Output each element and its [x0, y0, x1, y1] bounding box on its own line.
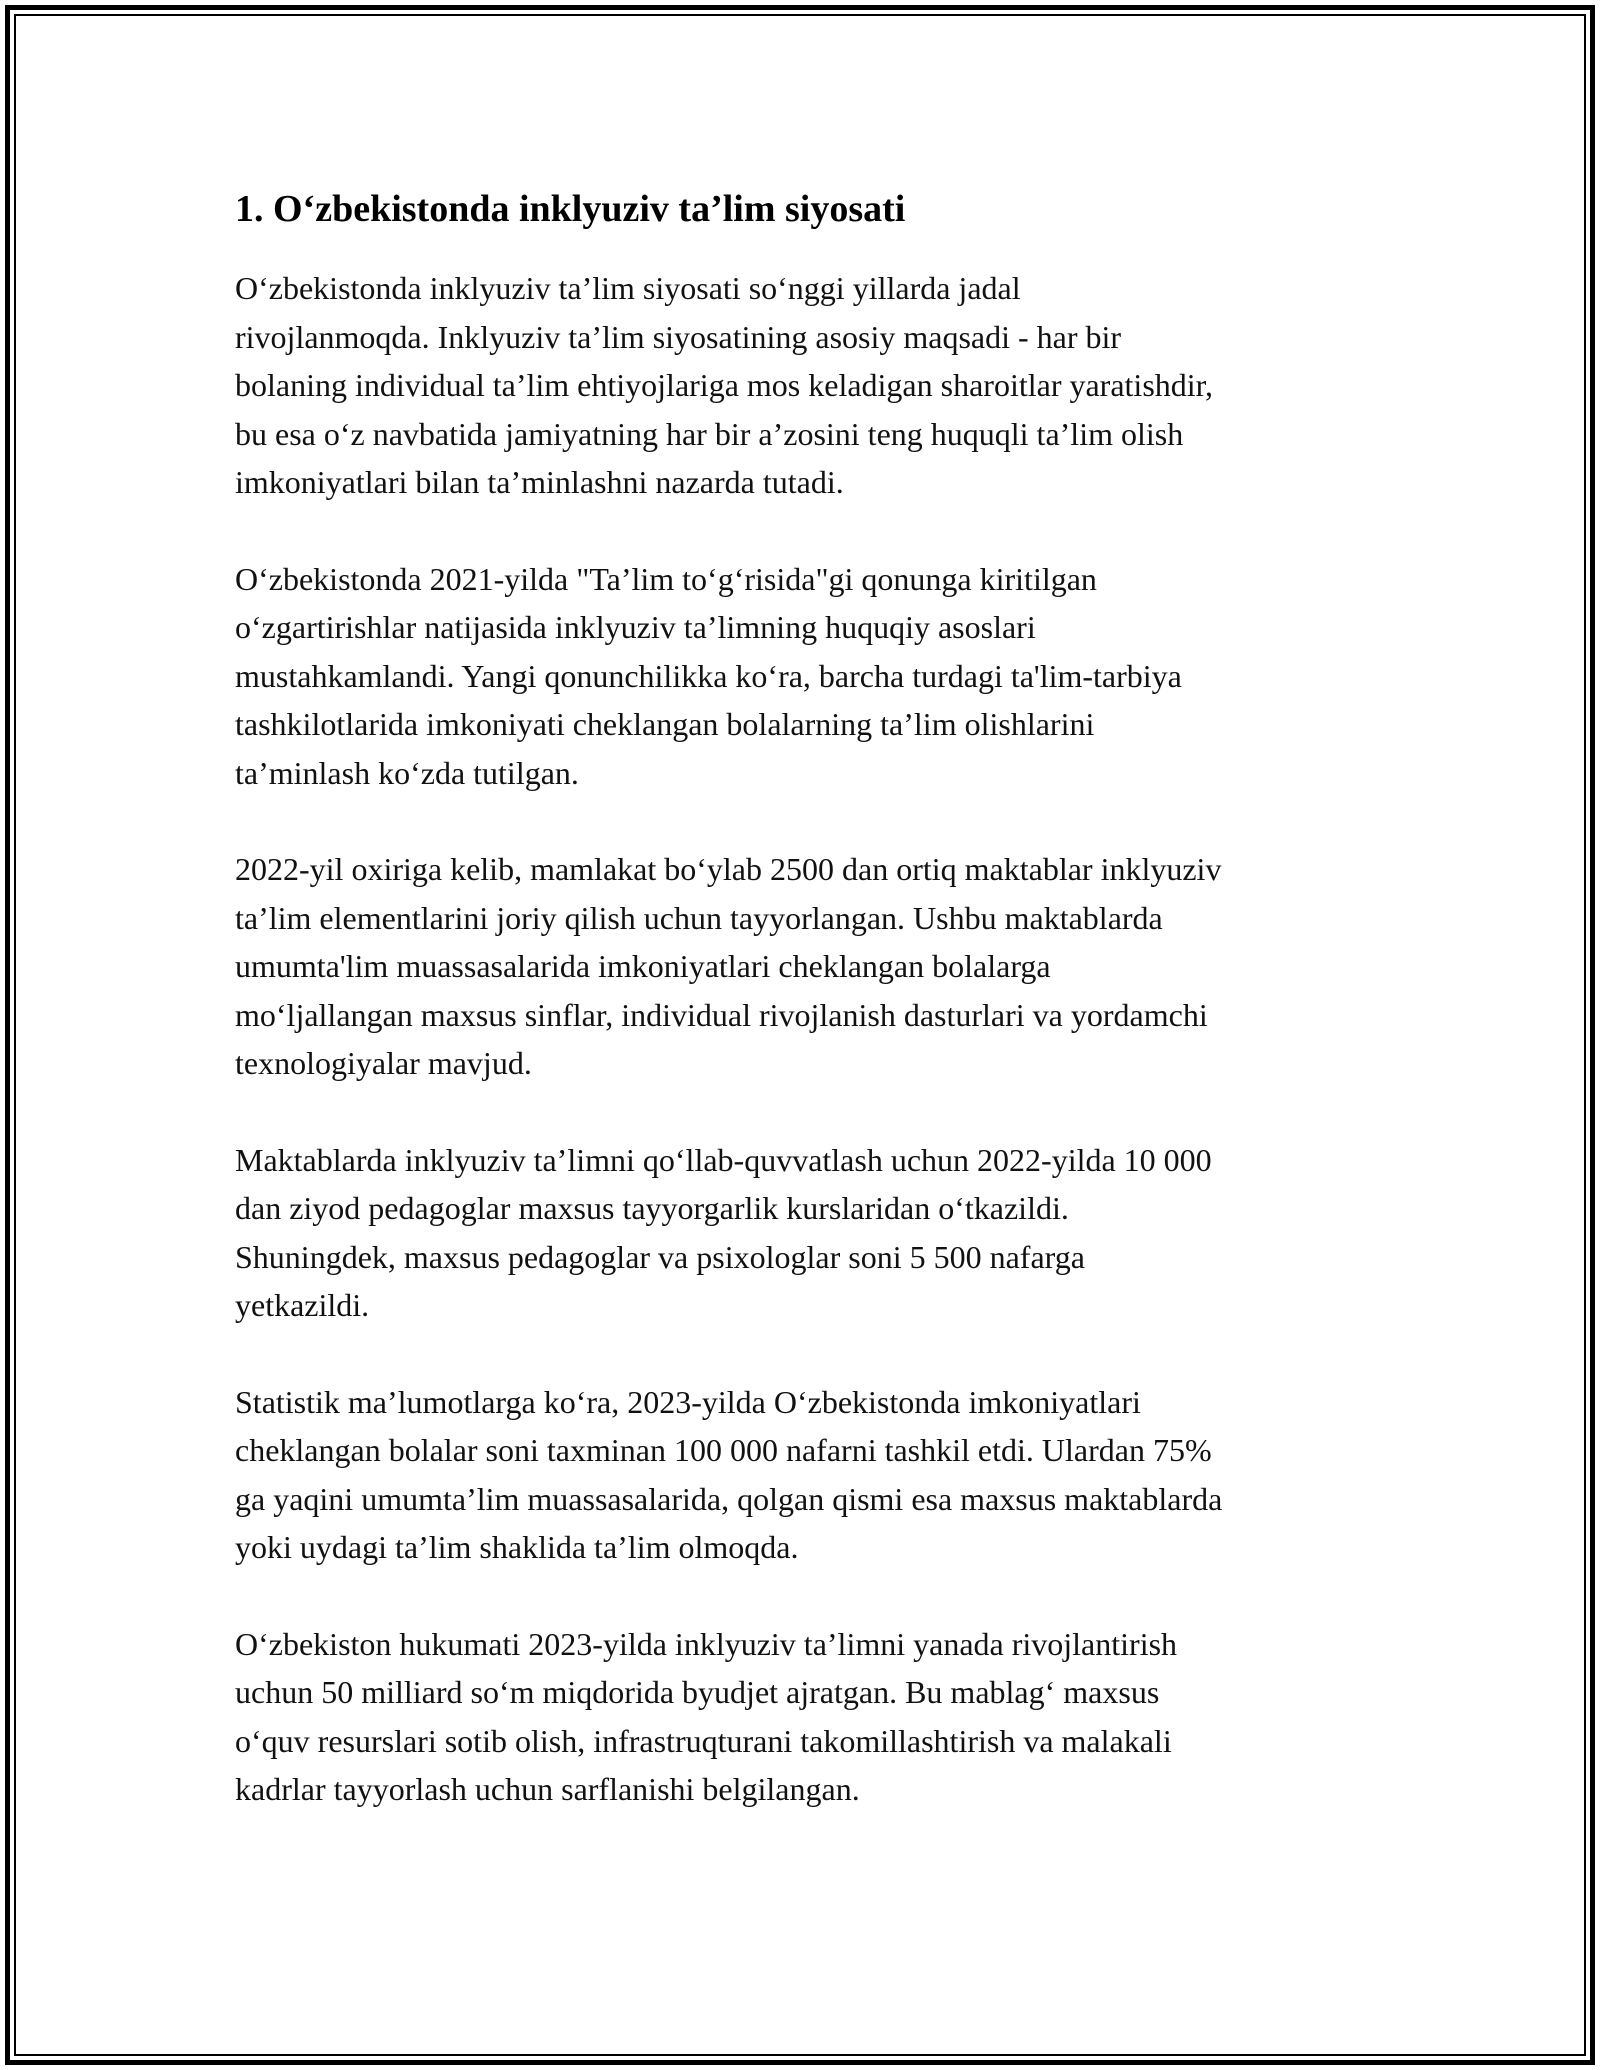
- paragraph-line: ga yaqini umumta’lim muassasalarida, qolgan qismi esa maxsus maktablarda: [235, 1480, 1223, 1517]
- paragraph-line: Maktablarda inklyuziv ta’limni qo‘llab-quvvatlash uchun 2022-yilda 10 000: [235, 1141, 1212, 1178]
- paragraph-line: mo‘ljallangan maxsus sinflar, individual rivojlanish dasturlari va yordamchi: [235, 996, 1208, 1033]
- paragraph-line: uchun 50 milliard so‘m miqdorida byudjet ajratgan. Bu mablag‘ maxsus: [235, 1674, 1160, 1711]
- paragraph-line: dan ziyod pedagoglar maxsus tayyorgarlik kurslaridan o‘tkazildi.: [235, 1190, 1069, 1227]
- paragraph-line: rivojlanmoqda. Inklyuziv ta’lim siyosatining asosiy maqsadi - har bir: [235, 318, 1122, 355]
- body-paragraph: [235, 1136, 1385, 1330]
- paragraph-line: o‘quv resurslari sotib olish, infrastruqturani takomillashtirish va malakali: [235, 1722, 1172, 1759]
- paragraph-line: kadrlar tayyorlash uchun sarflanishi belgilangan.: [235, 1771, 860, 1808]
- paragraph-line: bu esa o‘z navbatida jamiyatning har bir a’zosini teng huquqli ta’lim olish: [235, 415, 1184, 452]
- paragraph-line: bolaning individual ta’lim ehtiyojlariga mos keladigan sharoitlar yaratishdir,: [235, 367, 1214, 404]
- paragraph-line: Statistik ma’lumotlarga ko‘ra, 2023-yilda O‘zbekistonda imkoniyatlari: [235, 1383, 1141, 1420]
- paragraph-line: texnologiyalar mavjud.: [235, 1045, 532, 1082]
- paragraph-line: mustahkamlandi. Yangi qonunchilikka ko‘ra, barcha turdagi ta'lim-tarbiya: [235, 657, 1182, 694]
- paragraph-line: cheklangan bolalar soni taxminan 100 000 nafarni tashkil etdi. Ulardan 75%: [235, 1432, 1212, 1469]
- paragraph-line: o‘zgartirishlar natijasida inklyuziv ta’limning huquqiy asoslari: [235, 609, 1036, 646]
- section-heading: 1. O‘zbekistonda inklyuziv ta’lim siyosati: [235, 188, 906, 230]
- paragraph-line: yoki uydagi ta’lim shaklida ta’lim olmoqda.: [235, 1529, 799, 1566]
- paragraph-line: O‘zbekistonda inklyuziv ta’lim siyosati so‘nggi yillarda jadal: [235, 270, 1021, 307]
- paragraph-line: O‘zbekiston hukumati 2023-yilda inklyuziv ta’limni yanada rivojlantirish: [235, 1625, 1178, 1662]
- body-paragraph: [235, 555, 1385, 798]
- body-paragraph: [235, 1378, 1385, 1572]
- body-paragraph: [235, 845, 1385, 1088]
- paragraph-line: ta’lim elementlarini joriy qilish uchun tayyorlangan. Ushbu maktablarda: [235, 899, 1163, 936]
- paragraph-line: umumta'lim muassasalarida imkoniyatlari cheklangan bolalarga: [235, 948, 1051, 985]
- paragraph-list: [235, 264, 1385, 1814]
- paragraph-line: imkoniyatlari bilan ta’minlashni nazarda tutadi.: [235, 464, 844, 501]
- paragraph-line: ta’minlash ko‘zda tutilgan.: [235, 754, 579, 791]
- paragraph-line: O‘zbekistonda 2021-yilda "Ta’lim to‘g‘risida"gi qonunga kiritilgan: [235, 560, 1097, 597]
- body-paragraph: [235, 1620, 1385, 1814]
- paragraph-line: tashkilotlarida imkoniyati cheklangan bolalarning ta’lim olishlarini: [235, 706, 1095, 743]
- paragraph-line: 2022-yil oxiriga kelib, mamlakat bo‘ylab 2500 dan ortiq maktablar inklyuziv: [235, 851, 1222, 888]
- paragraph-line: Shuningdek, maxsus pedagoglar va psixologlar soni 5 500 nafarga: [235, 1238, 1085, 1275]
- body-paragraph: [235, 264, 1385, 507]
- paragraph-line: yetkazildi.: [235, 1287, 370, 1324]
- document-body: [235, 185, 1385, 1814]
